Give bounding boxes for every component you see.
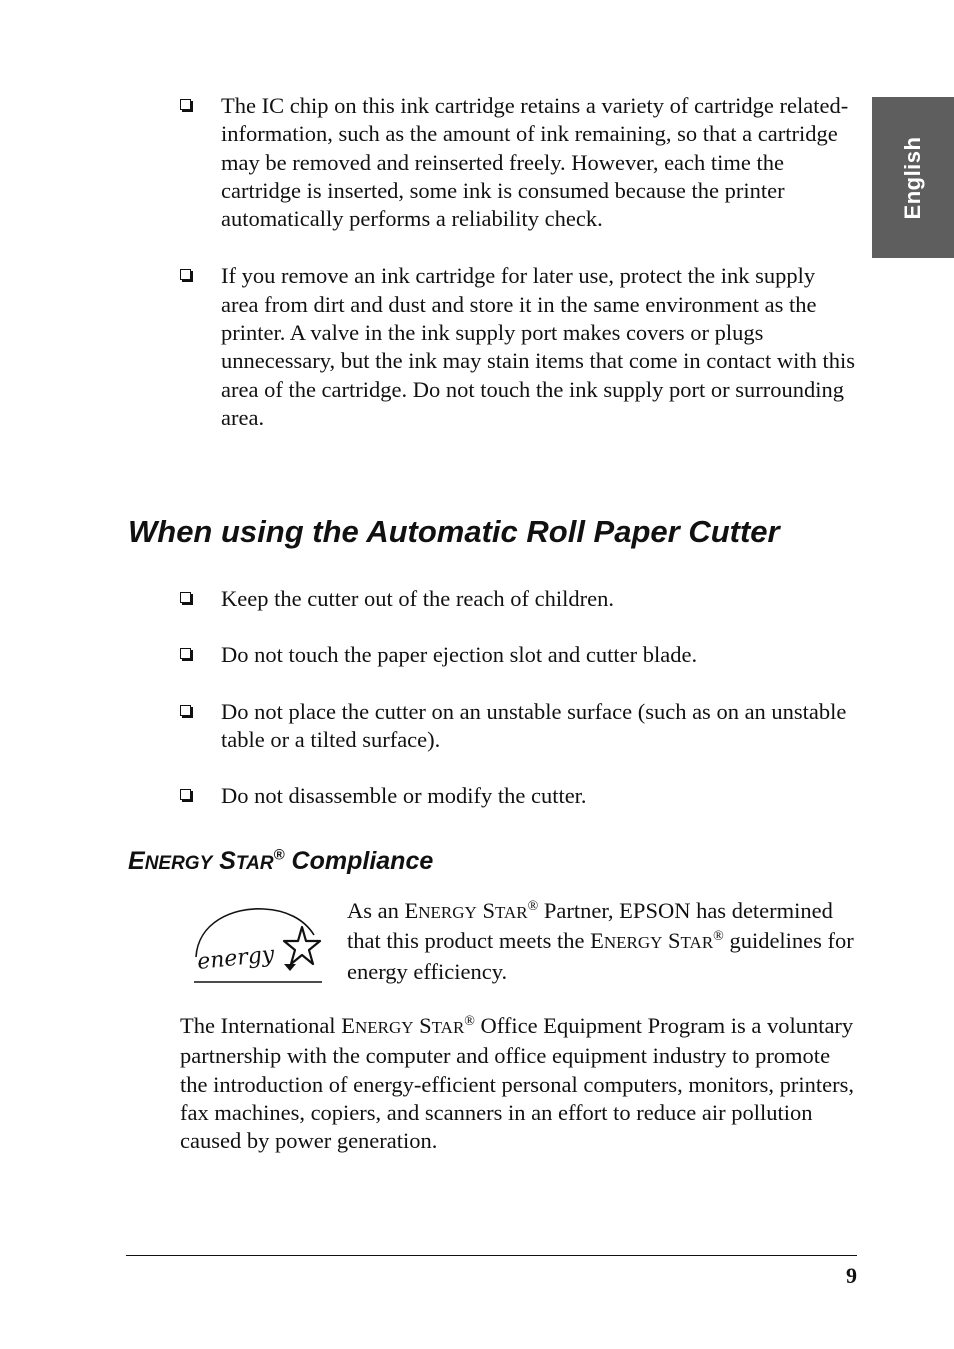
list-item-text: Do not place the cutter on an unstable surface (such as on an unstable table or a tilted surface).	[221, 698, 847, 752]
list-item-text: Do not disassemble or modify the cutter.	[221, 783, 587, 809]
checkbox-bullet-icon	[180, 592, 191, 603]
list-item	[178, 641, 858, 669]
checkbox-bullet-icon	[180, 648, 191, 659]
checkbox-bullet-icon	[180, 705, 191, 716]
list-item-text: The IC chip on this ink cartridge retains a variety of cartridge related-information, such as the amount of ink remaining, so that a cartridge may be removed and reinserted freely. However, each time the cartridge is inserted, some ink is consumed because the printer automatically performs a reliability check.	[221, 93, 849, 232]
list-item	[178, 262, 858, 432]
energy-star-program-paragraph: The International ENERGY STAR® Office Equipment Program is a voluntary partnership with the computer and office equipment industry to promote the introduction of energy-efficient personal computers, monitors, printers, fax machines, copiers, and scanners in an effort to reduce air pollution caused by power generation.	[180, 1013, 854, 1154]
list-item	[178, 92, 858, 233]
checkbox-bullet-icon	[180, 269, 191, 280]
cutter-precautions-list	[178, 585, 858, 810]
list-item	[178, 782, 858, 810]
footer-divider	[126, 1255, 857, 1256]
checkbox-bullet-icon	[180, 99, 191, 110]
list-item	[178, 585, 858, 613]
page-number: 9	[846, 1263, 857, 1288]
list-item-text: If you remove an ink cartridge for later use, protect the ink supply area from dirt and dust and store it in the same environment as the printer. A valve in the ink supply port makes covers or plugs unnecessary, but the ink may stain items that come in contact with this area of the cartridge. Do not touch the ink supply port or surrounding area.	[221, 263, 856, 430]
list-item-text: Keep the cutter out of the reach of children.	[221, 586, 614, 611]
energy-star-logo-icon	[192, 905, 324, 985]
checkbox-bullet-icon	[180, 789, 191, 800]
ink-cartridge-notes-list	[178, 92, 858, 432]
list-item-text: Do not touch the paper ejection slot and cutter blade.	[221, 642, 698, 668]
energy-star-section-heading: ENERGY STAR® Compliance	[128, 846, 434, 875]
cutter-section-heading: When using the Automatic Roll Paper Cutter	[128, 514, 780, 549]
language-tab	[872, 97, 954, 258]
language-tab-label: English	[900, 136, 925, 219]
list-item	[178, 698, 858, 755]
energy-star-partner-paragraph: As an ENERGY STAR® Partner, EPSON has determined that this product meets the ENERGY STAR® guidelines for energy efficiency.	[347, 898, 854, 984]
energy-logo-text: energy	[196, 942, 276, 975]
